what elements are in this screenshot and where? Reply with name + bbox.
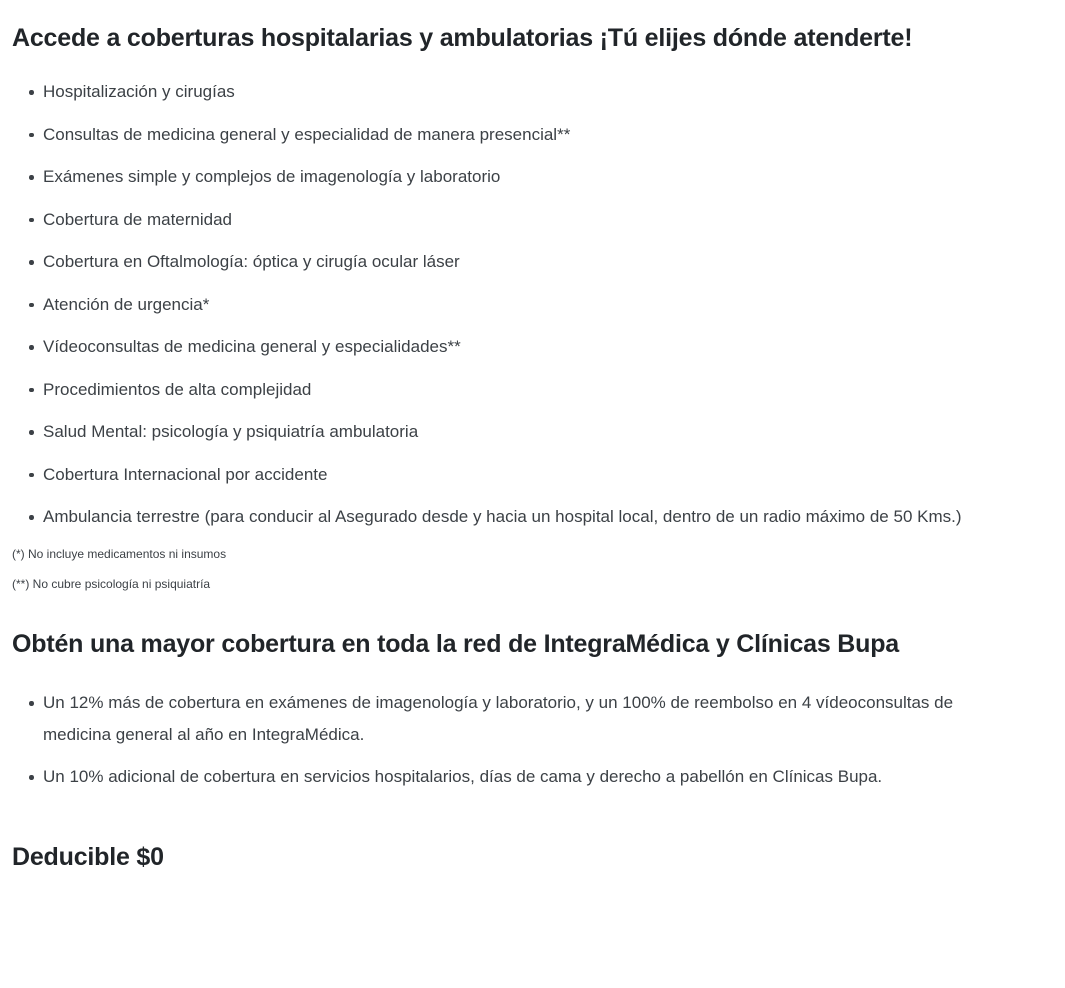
section-spacer: [0, 592, 1065, 628]
section-spacer: [0, 803, 1065, 841]
network-benefits-list: [0, 687, 1065, 793]
footnote-double-asterisk: (**) No cubre psicología ni psiquiatría: [12, 577, 211, 591]
list-item: Hospitalización y cirugías: [0, 76, 975, 108]
coverage-section-heading: Accede a coberturas hospitalarias y ambulatorias ¡Tú elijes dónde atenderte!: [12, 24, 913, 52]
list-item: Cobertura en Oftalmología: óptica y cirugía ocular láser: [0, 246, 975, 278]
list-item: Cobertura Internacional por accidente: [0, 459, 975, 491]
list-item: Cobertura de maternidad: [0, 204, 975, 236]
list-item: Un 12% más de cobertura en exámenes de imagenología y laboratorio, y un 100% de reembolso en 4 vídeoconsultas de medicina general al año en IntegraMédica.: [0, 687, 975, 751]
list-item: Exámenes simple y complejos de imagenología y laboratorio: [0, 161, 975, 193]
network-section-heading: Obtén una mayor cobertura en toda la red de IntegraMédica y Clínicas Bupa: [12, 630, 900, 658]
coverage-footnotes: [0, 546, 1065, 592]
list-item: Atención de urgencia*: [0, 289, 975, 321]
list-item: Vídeoconsultas de medicina general y especialidades**: [0, 331, 975, 363]
deductible-section-heading: Deducible $0: [12, 843, 164, 871]
list-item: Ambulancia terrestre (para conducir al Asegurado desde y hacia un hospital local, dentro de un radio máximo de 50 Kms.): [0, 501, 975, 533]
list-item: Procedimientos de alta complejidad: [0, 374, 975, 406]
coverage-benefits-list: [0, 76, 1065, 533]
list-item: Un 10% adicional de cobertura en servicios hospitalarios, días de cama y derecho a pabellón en Clínicas Bupa.: [0, 761, 975, 793]
footnote-single-asterisk: (*) No incluye medicamentos ni insumos: [12, 547, 227, 561]
list-item: Salud Mental: psicología y psiquiatría ambulatoria: [0, 416, 975, 448]
list-item: Consultas de medicina general y especialidad de manera presencial**: [0, 119, 975, 151]
